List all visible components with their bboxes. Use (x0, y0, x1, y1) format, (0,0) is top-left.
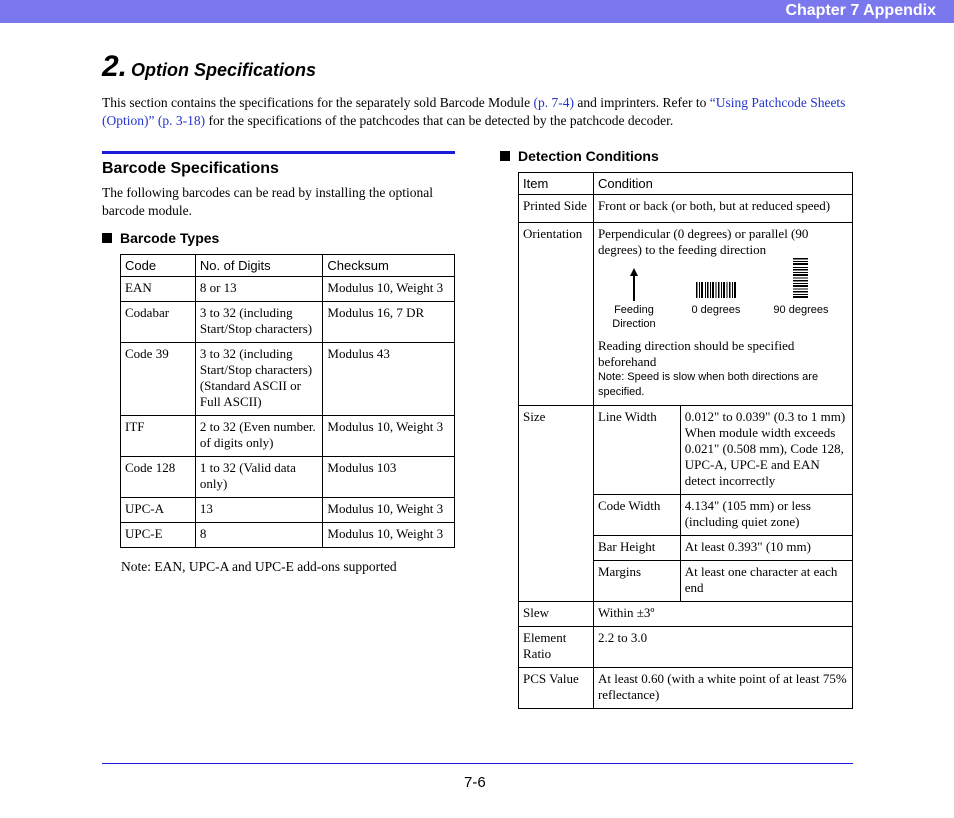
line-width-range: 0.012" to 0.039" (0.3 to 1 mm) (684, 409, 846, 424)
column-header-checksum: Checksum (323, 255, 455, 277)
intro-text-2: and imprinters. Refer to (574, 95, 710, 110)
column-header-digits: No. of Digits (195, 255, 323, 277)
condition-cell: 2.2 to 3.0 (593, 627, 852, 668)
patchcode-sheets-link[interactable]: “Using Patchcode Sheets (Option)” (p. 3-18) (102, 95, 846, 128)
digits-cell: 13 (195, 498, 323, 523)
orientation-text: Perpendicular (0 degrees) or parallel (90 degrees) to the feeding direction (597, 226, 809, 257)
feeding-word: Feeding (614, 304, 654, 316)
table-row (121, 498, 455, 523)
checksum-cell: Modulus 43 (323, 343, 455, 416)
feeding-arrow-icon (628, 268, 640, 302)
barcode-specs-description: The following barcodes can be read by installing the optional barcode module. (102, 185, 434, 218)
condition-cell: At least 0.60 (with a white point of at least 75% reflectance) (593, 668, 852, 709)
table-row (519, 406, 853, 495)
barcode-section-rule (102, 151, 455, 154)
barcode-0-degrees-icon (696, 282, 736, 298)
code-cell: Code 39 (121, 343, 196, 416)
size-sub-label: Code Width (593, 495, 680, 536)
section-title (102, 50, 316, 84)
table-row (519, 223, 853, 406)
table-row (519, 627, 853, 668)
item-cell: PCS Value (519, 668, 594, 709)
orientation-figure (598, 258, 848, 338)
barcode-types-heading (102, 230, 219, 246)
item-cell: Element Ratio (519, 627, 594, 668)
barcode-90-degrees-icon (793, 258, 808, 298)
item-cell: Size (519, 406, 594, 602)
direction-word: Direction (612, 318, 656, 330)
table-row (121, 416, 455, 457)
table-row (519, 195, 853, 223)
digits-cell: 3 to 32 (including Start/Stop characters) (Standard ASCII or Full ASCII) (195, 343, 323, 416)
size-sub-value (680, 406, 852, 495)
chapter-header-bar (0, 0, 954, 23)
item-cell: Orientation (519, 223, 594, 406)
code-cell: UPC-A (121, 498, 196, 523)
code-cell: Code 128 (121, 457, 196, 498)
column-header-item: Item (519, 173, 594, 195)
size-sub-value: At least 0.393" (10 mm) (680, 536, 852, 561)
digits-cell: 8 (195, 523, 323, 548)
checksum-cell: Modulus 103 (323, 457, 455, 498)
table-row (121, 457, 455, 498)
chapter-title: Chapter 7 Appendix (785, 2, 936, 19)
zero-degrees-label: 0 degrees (691, 304, 741, 316)
table-row (121, 277, 455, 302)
condition-cell: Front or back (or both, but at reduced speed) (593, 195, 852, 223)
page-number: 7-6 (464, 774, 486, 791)
item-cell: Printed Side (519, 195, 594, 223)
barcode-types-table (120, 254, 455, 548)
column-header-code: Code (121, 255, 196, 277)
size-sub-label: Margins (593, 561, 680, 602)
intro-text-3: for the specifications of the patchcodes that can be detected by the patchcode decoder. (205, 113, 674, 128)
checksum-cell: Modulus 10, Weight 3 (323, 416, 455, 457)
line-width-note: When module width exceeds 0.021" (0.508 mm), Code 128, UPC-A, UPC-E and EAN detect incorrectly (684, 425, 844, 488)
size-sub-value: At least one character at each end (680, 561, 852, 602)
table-row (121, 343, 455, 416)
square-bullet-icon (500, 151, 510, 161)
feeding-direction-label (602, 303, 666, 331)
orientation-speed-note: Note: Speed is slow when both directions are specified. (597, 371, 819, 398)
detection-conditions-heading (500, 148, 659, 164)
checksum-cell: Modulus 10, Weight 3 (323, 523, 455, 548)
digits-cell: 2 to 32 (Even number. of digits only) (195, 416, 323, 457)
intro-text-1: This section contains the specifications for the separately sold Barcode Module (102, 95, 534, 110)
code-cell: EAN (121, 277, 196, 302)
barcode-specs-heading: Barcode Specifications (102, 160, 279, 177)
section-name: Option Specifications (131, 60, 317, 80)
square-bullet-icon (102, 233, 112, 243)
detection-conditions-label: Detection Conditions (518, 148, 659, 164)
size-sub-label: Line Width (593, 406, 680, 495)
footer-rule (102, 763, 853, 764)
table-row (121, 523, 455, 548)
barcode-addons-note: Note: EAN, UPC-A and UPC-E add-ons supported (121, 559, 397, 574)
barcode-module-page-link[interactable]: (p. 7-4) (533, 95, 574, 110)
column-header-condition: Condition (593, 173, 852, 195)
code-cell: Codabar (121, 302, 196, 343)
table-header-row (121, 255, 455, 277)
reading-direction-text: Reading direction should be specified beforehand (597, 338, 795, 369)
size-sub-value: 4.134" (105 mm) or less (including quiet zone) (680, 495, 852, 536)
checksum-cell: Modulus 10, Weight 3 (323, 498, 455, 523)
code-cell: ITF (121, 416, 196, 457)
orientation-condition-cell (593, 223, 852, 406)
barcode-types-label: Barcode Types (120, 230, 220, 246)
checksum-cell: Modulus 16, 7 DR (323, 302, 455, 343)
condition-cell: Within ±3º (593, 602, 852, 627)
intro-paragraph (102, 94, 854, 130)
table-row (519, 602, 853, 627)
table-header-row (519, 173, 853, 195)
size-sub-label: Bar Height (593, 536, 680, 561)
item-cell: Slew (519, 602, 594, 627)
code-cell: UPC-E (121, 523, 196, 548)
table-row (519, 668, 853, 709)
digits-cell: 3 to 32 (including Start/Stop characters) (195, 302, 323, 343)
section-number: 2. (102, 50, 128, 83)
digits-cell: 1 to 32 (Valid data only) (195, 457, 323, 498)
digits-cell: 8 or 13 (195, 277, 323, 302)
detection-conditions-table (518, 172, 853, 709)
checksum-cell: Modulus 10, Weight 3 (323, 277, 455, 302)
ninety-degrees-label: 90 degrees (773, 304, 829, 316)
table-row (121, 302, 455, 343)
